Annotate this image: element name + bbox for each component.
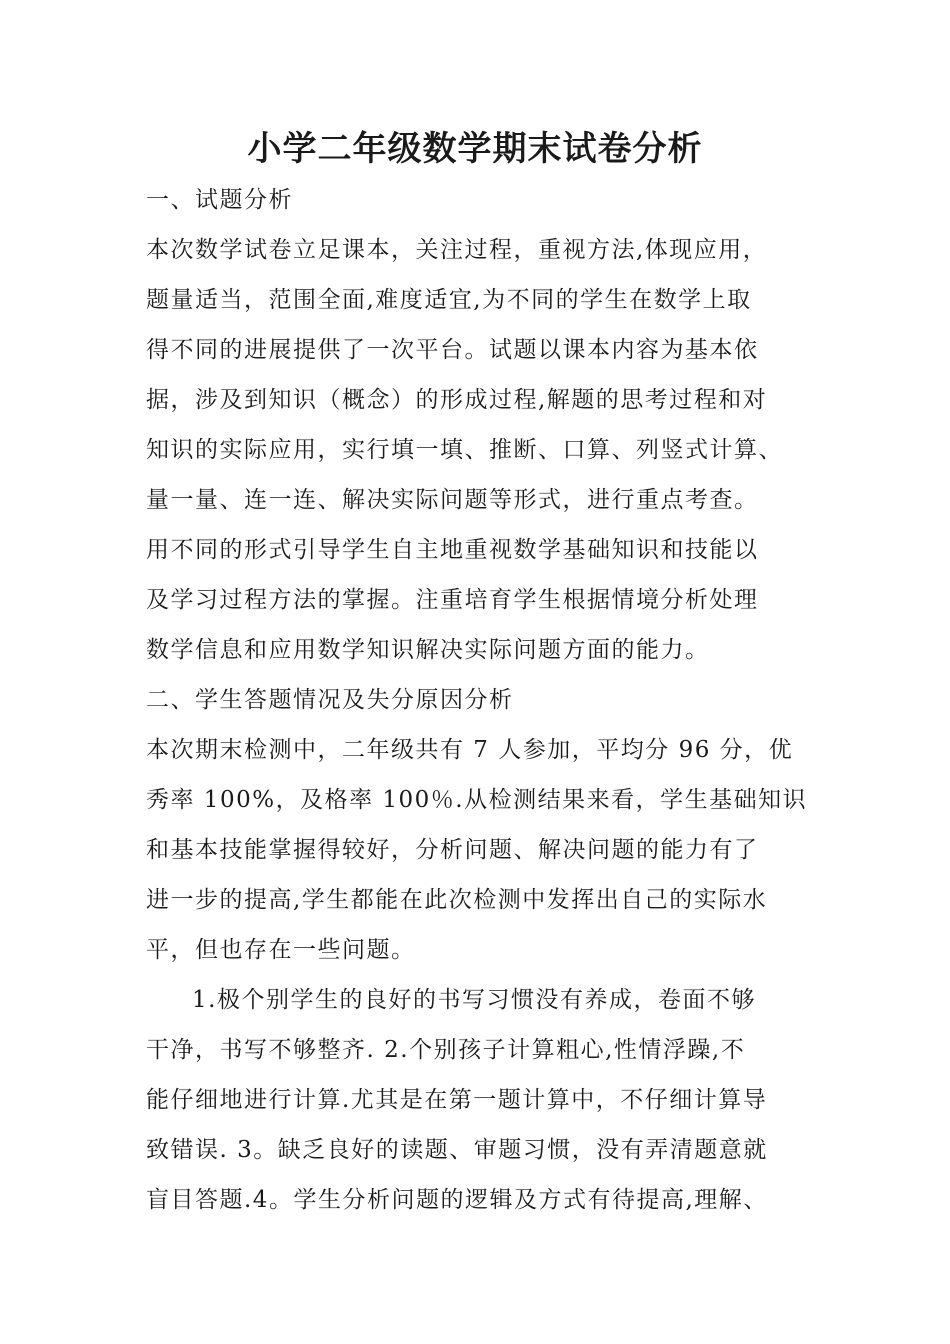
paragraph-3-line-1: 1.极个别学生的良好的书写习惯没有养成，卷面不够	[192, 987, 756, 1013]
paragraph-1-line-4: 据，涉及到知识（概念）的形成过程,解题的思考过程和对	[146, 387, 768, 413]
paragraph-1-line-1: 本次数学试卷立足课本，关注过程，重视方法,体现应用，	[146, 237, 768, 263]
section-heading-2: 二、学生答题情况及失分原因分析	[146, 687, 514, 713]
paragraph-2-line-3: 和基本技能掌握得较好，分析问题、解决问题的能力有了	[146, 837, 759, 863]
paragraph-1-line-6: 量一量、连一连、解决实际问题等形式，进行重点考查。	[146, 487, 759, 513]
paragraph-1-line-2: 题量适当，范围全面,难度适宜,为不同的学生在数学上取	[146, 287, 752, 313]
document-title: 小学二年级数学期末试卷分析	[247, 129, 703, 169]
paragraph-2-line-4: 进一步的提高,学生都能在此次检测中发挥出自己的实际水	[146, 887, 768, 913]
paragraph-1-line-7: 用不同的形式引导学生自主地重视数学基础知识和技能以	[146, 537, 759, 563]
paragraph-1-line-9: 数学信息和应用数学知识解决实际问题方面的能力。	[146, 637, 710, 663]
section-heading-1: 一、试题分析	[146, 187, 293, 213]
paragraph-1-line-3: 得不同的进展提供了一次平台。试题以课本内容为基本依	[146, 337, 759, 363]
paragraph-3-line-5: 盲目答题.4。学生分析问题的逻辑及方式有待提高,理解、	[146, 1187, 768, 1213]
paragraph-1-line-8: 及学习过程方法的掌握。注重培育学生根据情境分析处理	[146, 587, 759, 613]
paragraph-3-line-4: 致错误. 3。缺乏良好的读题、审题习惯，没有弄清题意就	[146, 1137, 768, 1163]
paragraph-3-line-2: 干净，书写不够整齐. 2.个别孩子计算粗心,性情浮躁,不	[146, 1037, 746, 1063]
paragraph-3-line-3: 能仔细地进行计算.尤其是在第一题计算中，不仔细计算导	[146, 1087, 768, 1113]
paragraph-1-line-5: 知识的实际应用，实行填一填、推断、口算、列竖式计算、	[146, 437, 783, 463]
paragraph-2-line-1: 本次期末检测中，二年级共有 7 人参加，平均分 96 分，优	[146, 737, 794, 763]
paragraph-2-line-5: 平，但也存在一些问题。	[146, 937, 416, 963]
paragraph-2-line-2: 秀率 100%，及格率 100％.从检测结果来看，学生基础知识	[146, 787, 808, 813]
